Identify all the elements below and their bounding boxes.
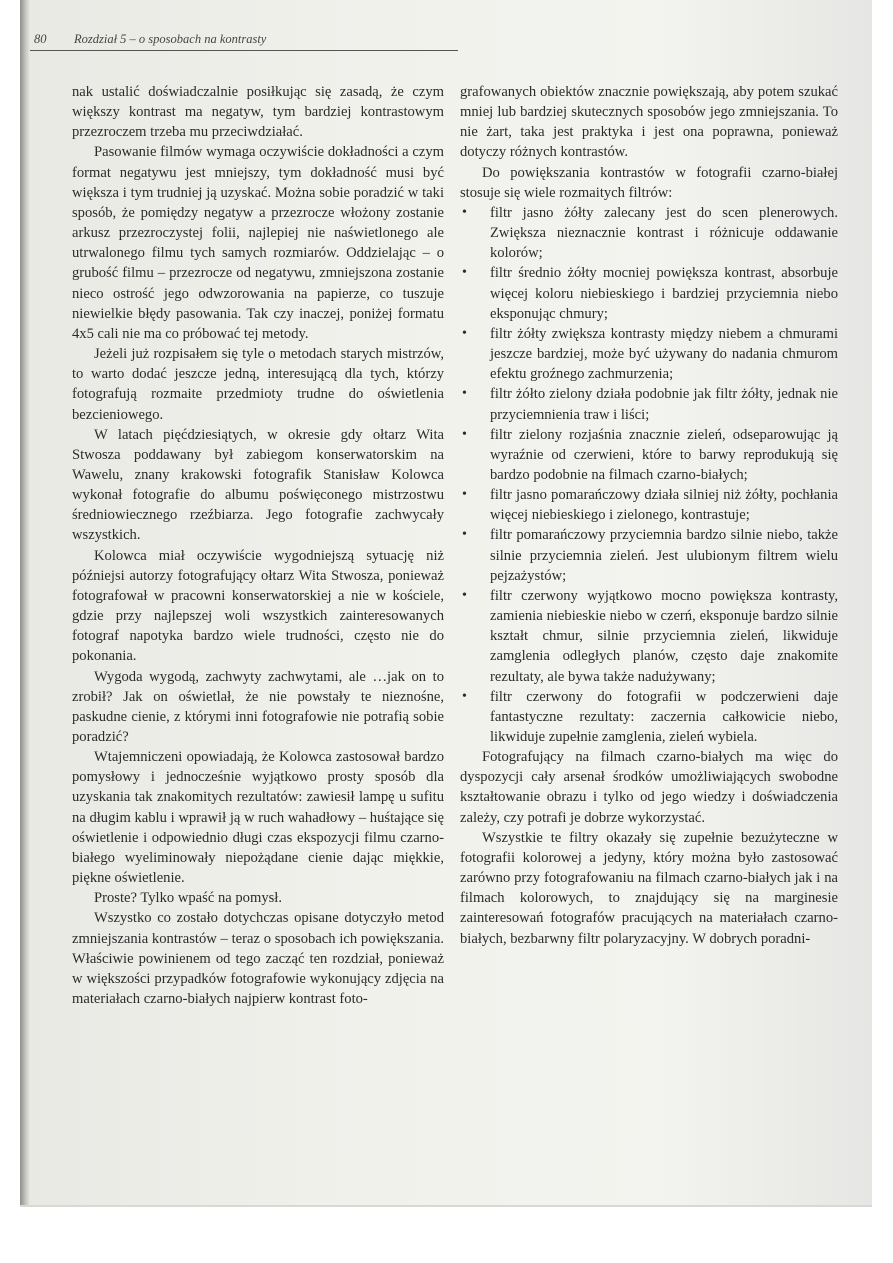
list-item-text: filtr zielony rozjaśnia znacznie zieleń, odseparowując ją wyraźnie od czerwieni, które to barwy reprodukują się bardzo podobnie na filmach czarno-białych; xyxy=(490,426,838,483)
paragraph: grafowanych obiektów znacznie powiększają, aby potem szukać mniej lub bardziej skutecznych sposobów jego zmniejszania. To nie żart, taka jest praktyka i jest ona poprawna, ponieważ dotyczy różnych kontrastów. xyxy=(460,84,838,161)
list-item-text: filtr jasno żółty zalecany jest do scen plenerowych. Zwiększa nieznacznie kontrast i różnicuje oddawanie kolorów; xyxy=(490,204,838,262)
right-column xyxy=(460,82,838,949)
page-bottom-edge xyxy=(20,1205,872,1207)
list-item-text: filtr czerwony do fotografii w podczerwieni daje fantastyczne rezultaty: zaczernia całkowicie niebo, likwiduje zupełnie zamglenia, zieleń wybiela. xyxy=(490,688,838,745)
filter-list xyxy=(460,203,838,747)
list-item xyxy=(460,324,838,384)
bullet-icon: • xyxy=(462,204,467,220)
list-item xyxy=(460,425,838,485)
page-number: 80 xyxy=(34,32,47,46)
paragraph: Wtajemniczeni opowiadają, że Kolowca zastosował bardzo pomysłowy i jednocześnie wyjątkowo prosty sposób dla uzyskania tak znakomitych rezultatów: zawiesił lampę u sufitu na długim kablu i wprawił ją w ruch wahadłowy – huśtające się oświetlenie i odpowiednio długi czas ekspozycji filmu czarno-białego wyeliminowały niepożądane cienie dając miękkie, piękne oświetlenie. xyxy=(72,749,444,887)
running-header xyxy=(30,28,458,51)
spine-shadow xyxy=(20,0,30,1205)
paragraph: Fotografujący na filmach czarno-białych ma więc do dyspozycji cały arsenał środków umożliwiających swobodne kształtowanie obrazu i tylko od jego wiedzy i doświadczenia zależy, czy potrafi je dobrze wykorzystać. xyxy=(460,749,838,826)
paragraph: nak ustalić doświadczalnie posiłkując się zasadą, że czym większy kontrast ma negatyw, tym bardziej kontrastowym przezroczem trzeba mu przeciwdziałać. xyxy=(72,84,444,141)
bullet-icon: • xyxy=(462,386,467,402)
bullet-icon: • xyxy=(462,587,467,603)
bullet-icon: • xyxy=(462,265,467,281)
paragraph: Wygoda wygodą, zachwyty zachwytami, ale …jak on to zrobił? Jak on oświetlał, że nie powstały te nieznośne, paskudne cienie, z którymi inni fotografowie nie potrafią sobie poradzić? xyxy=(72,668,444,745)
list-item xyxy=(460,586,838,687)
paragraph: Kolowca miał oczywiście wygodniejszą sytuację niż późniejsi autorzy fotografujący ołtarz Wita Stwosza, ponieważ fotografował w pracowni konserwatorskiej a nie w kościele, gdzie przy najlepszej woli wszystkich zainteresowanych fotograf napotyka bardzo wiele trudności, często nie do pokonania. xyxy=(72,547,444,665)
bullet-icon: • xyxy=(462,688,467,704)
paragraph: W latach pięćdziesiątych, w okresie gdy ołtarz Wita Stwosza poddawany był zabiegom konserwatorskim na Wawelu, znany krakowski fotografik Stanisław Kolowca wykonał fotografie do albumu poświęconego mistrzostwu średniowiecznego rzeźbiarza. Jego fotografie zachwycały wszystkich. xyxy=(72,426,444,544)
paragraph: Do powiększania kontrastów w fotografii czarno-białej stosuje się wiele rozmaitych filtrów: xyxy=(460,164,838,201)
list-item xyxy=(460,384,838,424)
bullet-icon: • xyxy=(462,325,467,341)
bullet-icon: • xyxy=(462,426,467,442)
bullet-icon: • xyxy=(462,527,467,543)
left-column xyxy=(72,82,444,1009)
paragraph: Pasowanie filmów wymaga oczywiście dokładności a czym format negatywu jest mniejszy, tym dokładność musi być większa i tym trudniej ją uzyskać. Można sobie poradzić w taki sposób, że pomiędzy negatyw a przezrocze włożony zostanie arkusz przezroczystej folii, najlepiej nie naświetlonego ale utrwalonego filmu tych samych rozmiarów. Oddzielając – o grubość filmu – przezrocze od negatywu, zmniejszona zostanie nieco ostrość jego odwzorowania na papierze, co tuszuje niewielkie błędy pasowania. Tak czy inaczej, poniżej formatu 4x5 cali nie ma co próbować tej metody. xyxy=(72,144,444,342)
paragraph: Jeżeli już rozpisałem się tyle o metodach starych mistrzów, to warto dodać jeszcze jedną, interesującą dla tych, którzy fotografują rozmaite przedmioty trudne do oświetlenia bezcieniowego. xyxy=(72,346,444,423)
paragraph: Wszystkie te filtry okazały się zupełnie bezużyteczne w fotografii kolorowej a jedyny, który można było zastosować zarówno przy fotografowaniu na filmach czarno-białych jak i na filmach kolorowych, to znajdujący się na marginesie zainteresowań fotografów pracujących na materiałach czarno-białych, bezbarwny filtr polaryzacyjny. W dobrych poradni- xyxy=(460,829,838,947)
list-item xyxy=(460,485,838,525)
paragraph: Proste? Tylko wpaść na pomysł. xyxy=(94,890,283,907)
list-item-text: filtr jasno pomarańczowy działa silniej niż żółty, pochłania więcej niebieskiego i zielonego, kontrastuje; xyxy=(490,487,838,524)
list-item-text: filtr średnio żółty mocniej powiększa kontrast, absorbuje więcej koloru niebieskiego i bardziej przyciemnia niebo eksponując chmury; xyxy=(490,265,838,322)
list-item xyxy=(460,525,838,585)
chapter-title: Rozdział 5 – o sposobach na kontrasty xyxy=(74,32,267,46)
list-item-text: filtr żółto zielony działa podobnie jak filtr żółty, jednak nie przyciemnienia traw i liści; xyxy=(490,386,838,423)
paragraph: Wszystko co zostało dotychczas opisane dotyczyło metod zmniejszania kontrastów – teraz o sposobach ich powiększania. Właściwie powinienem od tego zacząć ten rozdział, ponieważ w większości przypadków fotografowie wykonujący zdjęcia na materiałach czarno-białych najpierw kontrast foto- xyxy=(72,910,444,1008)
list-item-text: filtr pomarańczowy przyciemnia bardzo silnie niebo, także silnie przyciemnia zieleń. Jest ulubionym filtrem wielu pejzażystów; xyxy=(490,527,838,584)
list-item xyxy=(460,203,838,263)
list-item-text: filtr czerwony wyjątkowo mocno powiększa kontrasty, zamienia niebieskie niebo w czerń, eksponuje bardzo silnie kształt chmur, silnie przyciemnia zieleń, likwiduje zamglenia odległych planów, często daje znakomite rezultaty, ale bywa także nadużywany; xyxy=(490,587,838,685)
list-item xyxy=(460,687,838,747)
bullet-icon: • xyxy=(462,487,467,503)
list-item xyxy=(460,263,838,323)
list-item-text: filtr żółty zwiększa kontrasty między niebem a chmurami jeszcze bardziej, może być używany do nadania chmurom efektu groźnego zachmurzenia; xyxy=(490,325,838,383)
